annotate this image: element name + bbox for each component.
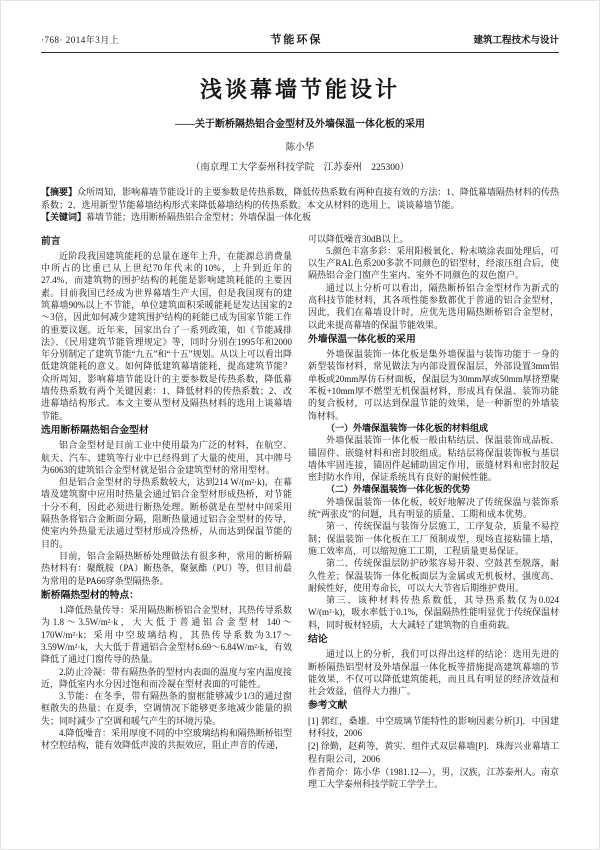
reference-item: 作者简介：陈小华（1981.12—），男，汉族，江苏泰州人。南京理工大学泰州科技学院工学学士。 xyxy=(308,766,559,790)
reference-item: [1] 郭红，桑雄．中空玻璃节能特性的影响因素分析[J]．中国建材科技，2006 xyxy=(308,715,559,739)
paragraph: 通过以上分析可以看出，隔热断桥铝合金型材作为新式的高科技节能材料，其各项性能参数都优于普通的铝合金型材，因此，我们在幕墙设计时，应优先选用隔热断桥铝合金型材，以此来提高幕墙的保温节能效果。 xyxy=(308,282,559,330)
abstract-label: 【摘要】 xyxy=(41,187,78,197)
paragraph: 目前，铝合金隔热断桥处理做法有很多种，常用的断桥隔热材料有：聚酰胺（PA）断热条，聚氨酯（PU）等，但目前最为常用的是PA66穿条型隔热条。 xyxy=(41,550,292,586)
paragraph: 第三、该种材料传热系数低，其导热系数仅为0.024 W/(m²·k)，吸水率低于0.1%，保温隔热性能明显优于传统保温材料，同时板材轻质，大大减轻了建筑物的自重荷载。 xyxy=(308,595,559,630)
section-heading: 外墙保温一体化板的采用 xyxy=(308,333,416,345)
paragraph: 近阶段我国建筑能耗的总量在逐年上升，在能源总消费量中所占的比重已从上世纪70年代末的10%，上升到近年的27.4%，而建筑物的围护结构的耗能是影响建筑耗能的主要因素。目前我国已经成为世界幕墙生产大国，但是我国现有的建筑幕墙90%以上不节能，单位建筑面积采暖能耗是发达国家的2～3倍，因此如何减少建筑围护结构的耗能已成为国家节能工作的重要议题。近年来，国家出台了一系列政策，如《节能减排法》、《民用建筑节能管理规定》等，同时分别在1995年和2000年分别制定了建筑节能“九五”和“十五”规划。从以上可以看出降低建筑能耗的意义。如何降低建筑幕墙能耗，提高建筑节能？众所周知，影响幕墙节能设计的主要参数是传热系数，降低幕墙传热系数有两个关键因素：1、降低材料的传热系数；2、改进幕墙结构形式。本文主要从型材及隔热材料的选用上谈幕墙节能。 xyxy=(41,250,292,421)
subsection-heading: （一）外墙保温装饰一体化板的材料组成 xyxy=(326,422,489,433)
paragraph: 1.降低热量传导：采用隔热断桥铝合金型材，其热传导系数为1.8～3.5W/m²·k，大大低于普通铝合金型材 140～170W/m²·k；采用中空玻璃结构，其热传导系数为3.17～3.59W/m²·k，大大低于普通铝合金型材6.69～6.84W/m²·k，有效降低了通过门窗传导的热量。 xyxy=(41,605,292,665)
journal-title: 建筑工程技术与设计 xyxy=(473,36,559,46)
section-heading: 前言 xyxy=(41,235,61,247)
keywords-text: 幕墙节能；选用断桥隔热铝合金型材；外墙保温一体化板 xyxy=(86,212,312,222)
affiliation: （南京理工大学泰州科技学院 江苏泰州 225300） xyxy=(190,163,410,173)
abstract xyxy=(41,186,559,211)
paragraph: 但是铝合金型材的导热系数较大，达到214 W/(m²·k)，在幕墙及建筑窗中应用时热量会通过铝合金型材形成热桥，对节能十分不利，因此必须进行断热处理。断桥就是在型材中间采用隔热条将铝合金断面分隔，阻断热量通过铝合金型材的传导，使室内外热量无法通过型材形成冷热桥，从而达到保温节能的目的。 xyxy=(41,477,292,549)
section-heading: 选用断桥隔热铝合金型材 xyxy=(41,424,149,436)
right-column xyxy=(308,233,559,791)
paragraph: 第二、传统保温层防护砂浆容易开裂、空鼓甚至脱落，耐久性差；保温装饰一体化板面层为金属或无机板材，强度高、耐候性好，使用寿命长，可以大大节省后期维护费用。 xyxy=(308,558,559,593)
paragraph: 外墙保温装饰一体化板是集外墙保温与装饰功能于一身的新型装饰材料，常见做法为内部设置保温层，外部设置3mm铝单板或20mm厚仿石材面板，保温层为30mm厚或50mm厚挤塑聚苯板+10mm厚不燃型无机保温材料，形成具有保温、装饰功能的复合板材，可以达到保温节能的效果，是一种新型的外墙装饰材料。 xyxy=(308,349,559,421)
paragraph-continuation: 可以降低噪音30dB以上。 xyxy=(308,233,409,244)
keywords xyxy=(41,211,559,224)
page-title: 浅谈幕墙节能设计 xyxy=(199,77,400,102)
paragraph: 外墙保温装饰一体化板，较好地解决了传统保温与装饰系统“两张皮”的问题，具有明显的质量、工期和成本优势。 xyxy=(308,496,559,520)
page-header xyxy=(41,31,559,53)
paragraph: 通过以上的分析，我们可以得出这样的结论：选用先进的断桥隔热铝型材及外墙保温一体化板等措施提高建筑幕墙的节能效果，不仅可以降低建筑能耗，而且具有明显的经济效益和社会效益，值得大力推广。 xyxy=(308,649,559,697)
paragraph: 第一、传统保温与装饰分层施工，工序复杂，质量不易控制；保温装饰一体化板在工厂预制成型，现场直接粘锚上墙，施工效率高，可以缩短施工工期，工程质量更易保证。 xyxy=(308,521,559,556)
page-number-date: ·768· 2014年3月上 xyxy=(41,35,120,45)
paragraph: 铝合金型材是目前工业中使用最为广泛的材料，在航空、航天、汽车、建筑等行业中已经得到了大量的使用，其中牌号为6063的建筑铝合金型材就是铝合金建筑型材的常用型材。 xyxy=(41,440,292,475)
column-section-title: 节能环保 xyxy=(270,34,323,46)
section-heading: 参考文献 xyxy=(308,700,348,712)
reference-item: [2] 徐勤，赵莉等，黄实．组件式双层幕墙[P]．珠海兴业幕墙工程有限公司，2006 xyxy=(308,741,559,764)
left-column xyxy=(41,233,292,791)
section-heading: 结论 xyxy=(308,634,328,645)
abstract-text: 众所周知，影响幕墙节能设计的主要参数是传热系数，降低传热系数有两种直接有效的方法：1、降低幕墙隔热材料的传热系数；2、选用新型节能幕墙结构形式来降低幕墙结构的传热系数。本文从材料的选用上，谈谈幕墙节能。 xyxy=(41,187,559,210)
subsection-heading: （二）外墙保温装饰一体化板的优势 xyxy=(326,484,471,495)
article-subtitle: ——关于断桥隔热铝合金型材及外墙保温一体化板的采用 xyxy=(175,119,425,130)
author-name: 陈小华 xyxy=(285,143,315,153)
paragraph: 3.节能：在冬季，带有隔热条的窗框能够减少1/3的通过窗框散失的热量；在夏季，空调情况下能够更多地减少能量的损失；同时减少了空调和暖气产生的环境污染。 xyxy=(41,691,292,726)
paragraph: 4.降低噪音：采用厚度不同的中空玻璃结构和隔热断桥铝型材空腔结构，能有效降低声波的共振效应，阻止声音的传递， xyxy=(41,728,292,751)
keywords-label: 【关键词】 xyxy=(41,212,87,222)
paragraph: 2.防止冷凝：带有隔热条的型材内表面的温度与室内温度接近，降低室内水分因过饱和而冷凝在型材表面的可能性。 xyxy=(41,666,292,689)
section-heading: 断桥隔热型材的特点： xyxy=(41,589,139,601)
paragraph: 外墙保温装饰一体化板一般由粘结层、保温装饰成品板、锚固件、嵌缝材料和密封胶组成。粘结层将保温装饰板与基层墙体牢固连接，锚固件起辅助固定作用，嵌缝材料和密封胶起密封防水作用，保证系统具有良好的耐候性能。 xyxy=(308,435,559,483)
paragraph: 5.颜色丰富多彩：采用阳极氧化、粉末喷涂表面处理后，可以生产RAL色系200多款不同颜色的铝型材，经滚压组合后，使隔热铝合金门窗产生室内、室外不同颜色的双色窗户。 xyxy=(308,245,559,281)
body-columns xyxy=(41,233,559,791)
